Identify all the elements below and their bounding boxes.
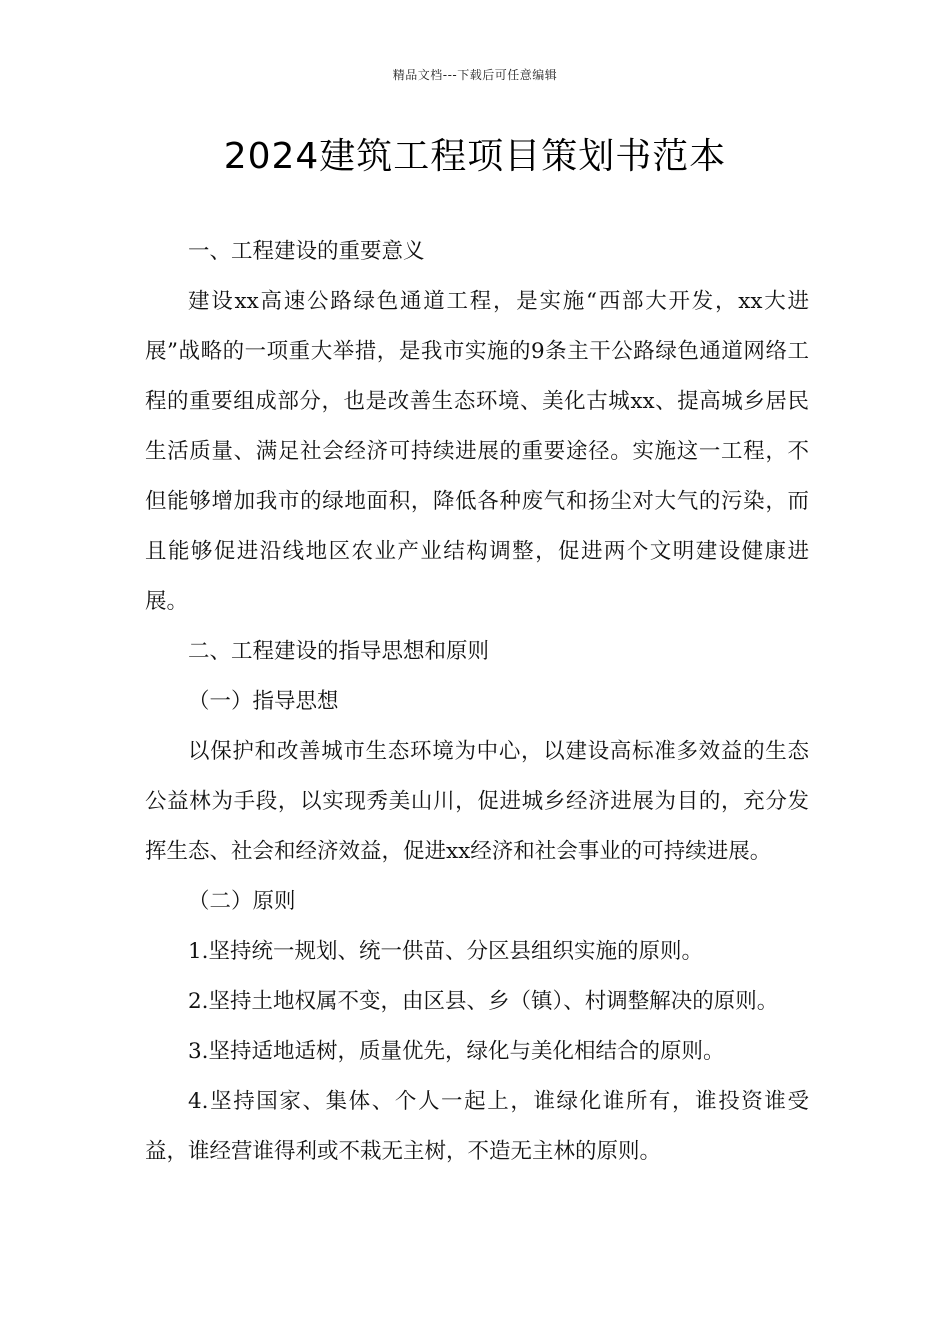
section-heading-1: 一、工程建设的重要意义 [188, 239, 425, 264]
principle-item-4: 4.坚持国家、集体、个人一起上，谁绿化谁所有，谁投资谁受益，谁经营谁得利或不栽无主树，不造无主林的原则。 [145, 1089, 809, 1164]
body-paragraph: 建设xx高速公路绿色通道工程，是实施“西部大开发，xx大进展”战略的一项重大举措，是我市实施的9条主干公路绿色通道网络工程的重要组成部分，也是改善生态环境、美化古城xx、提高城乡居民生活质量、满足社会经济可持续进展的重要途径。实施这一工程，不但能够增加我市的绿地面积，降低各种废气和扬尘对大气的污染，而且能够促进沿线地区农业产业结构调整，促进两个文明建设健康进展。 [145, 289, 809, 614]
body-paragraph: 以保护和改善城市生态环境为中心，以建设高标准多效益的生态公益林为手段，以实现秀美山川，促进城乡经济进展为目的，充分发挥生态、社会和经济效益，促进xx经济和社会事业的可持续进展。 [145, 739, 809, 864]
document-body [145, 227, 809, 1177]
principle-item-1: 1.坚持统一规划、统一供苗、分区县组织实施的原则。 [188, 939, 704, 964]
section-heading-2: 二、工程建设的指导思想和原则 [188, 639, 490, 664]
subsection-heading-principles: （二）原则 [188, 889, 296, 914]
principle-item-3: 3.坚持适地适树，质量优先，绿化与美化相结合的原则。 [188, 1039, 725, 1064]
header-note: 精品文档---下载后可任意编辑 [392, 68, 558, 82]
subsection-heading-guiding-thought: （一）指导思想 [188, 689, 339, 714]
principle-item-2: 2.坚持土地权属不变，由区县、乡（镇）、村调整解决的原则。 [188, 989, 779, 1014]
document-title: 2024建筑工程项目策划书范本 [223, 136, 727, 177]
